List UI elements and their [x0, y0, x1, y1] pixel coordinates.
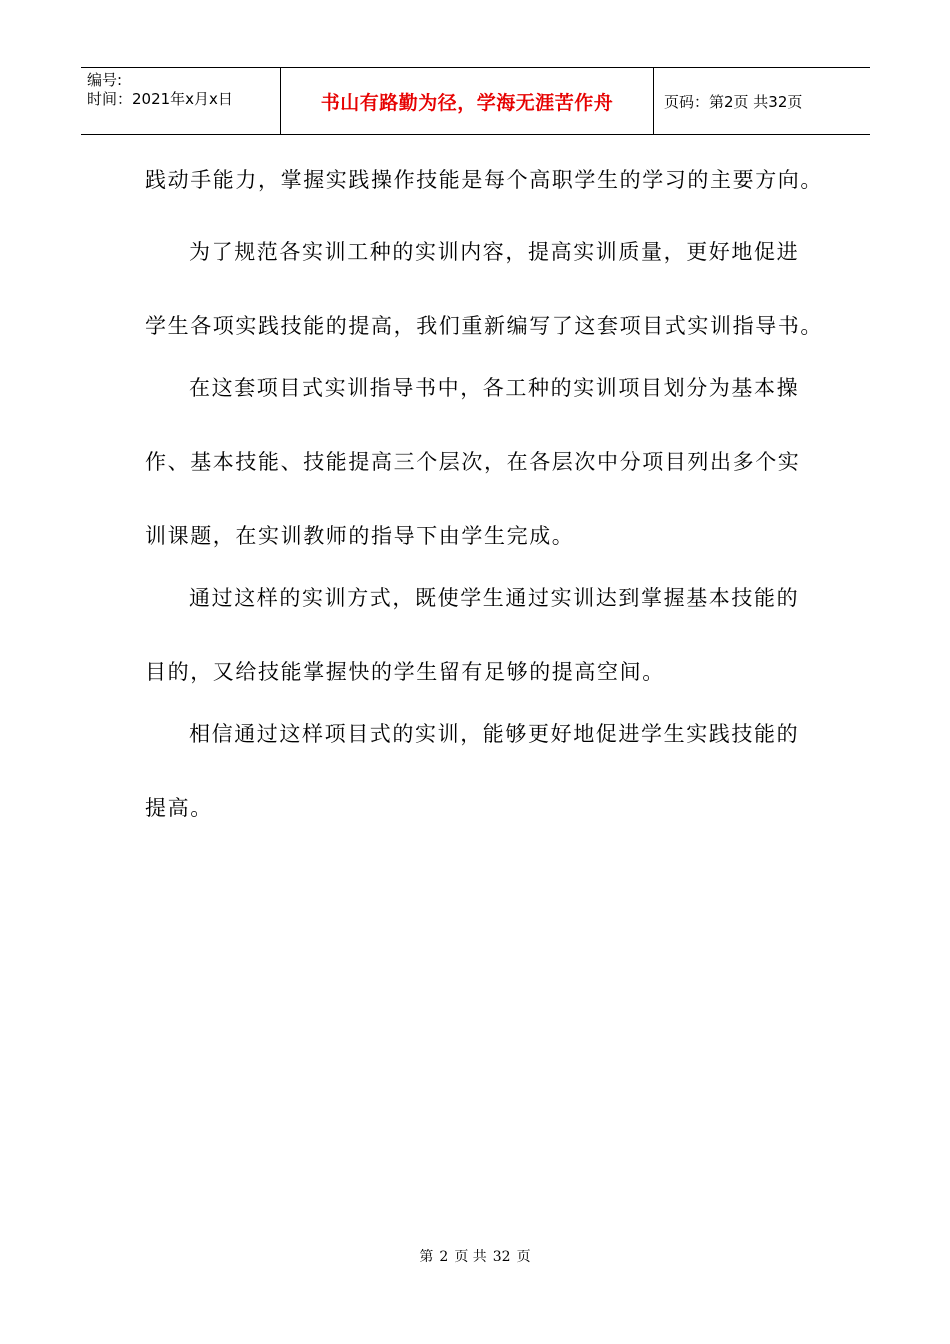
footer-suffix: 页 [516, 1249, 531, 1265]
body-line: 学生各项实践技能的提高，我们重新编写了这套项目式实训指导书。 [145, 314, 823, 338]
body-line: 为了规范各实训工种的实训内容，提高实训质量，更好地促进 [189, 240, 800, 264]
body-line: 践动手能力，掌握实践操作技能是每个高职学生的学习的主要方向。 [145, 168, 823, 192]
header-page-info [654, 68, 870, 134]
body-line: 提高。 [145, 796, 213, 820]
body-line: 通过这样的实训方式，既使学生通过实训达到掌握基本技能的 [189, 586, 800, 610]
body-line: 训课题，在实训教师的指导下由学生完成。 [145, 524, 575, 548]
footer-prefix: 第 [419, 1249, 434, 1265]
footer-middle: 页 共 [454, 1249, 487, 1265]
body-line: 目的，又给技能掌握快的学生留有足够的提高空间。 [145, 660, 665, 684]
body-line: 作、基本技能、技能提高三个层次，在各层次中分项目列出多个实 [145, 450, 801, 474]
header-motto-cell [281, 68, 654, 134]
body-line: 相信通过这样项目式的实训，能够更好地促进学生实践技能的 [189, 722, 800, 746]
page-footer [0, 1246, 950, 1266]
body-line: 在这套项目式实训指导书中，各工种的实训项目划分为基本操 [189, 376, 800, 400]
footer-total-pages: 32 [492, 1249, 511, 1265]
document-number-label: 编号: [87, 71, 123, 89]
header-motto: 书山有路勤为径，学海无涯苦作舟 [320, 91, 614, 114]
header-page-text: 页码：第2页 共32页 [664, 92, 803, 111]
document-date: 时间：2021年x月x日 [87, 90, 233, 108]
page-header [81, 67, 870, 135]
footer-page-number: 2 [439, 1249, 449, 1265]
header-meta [81, 68, 281, 134]
